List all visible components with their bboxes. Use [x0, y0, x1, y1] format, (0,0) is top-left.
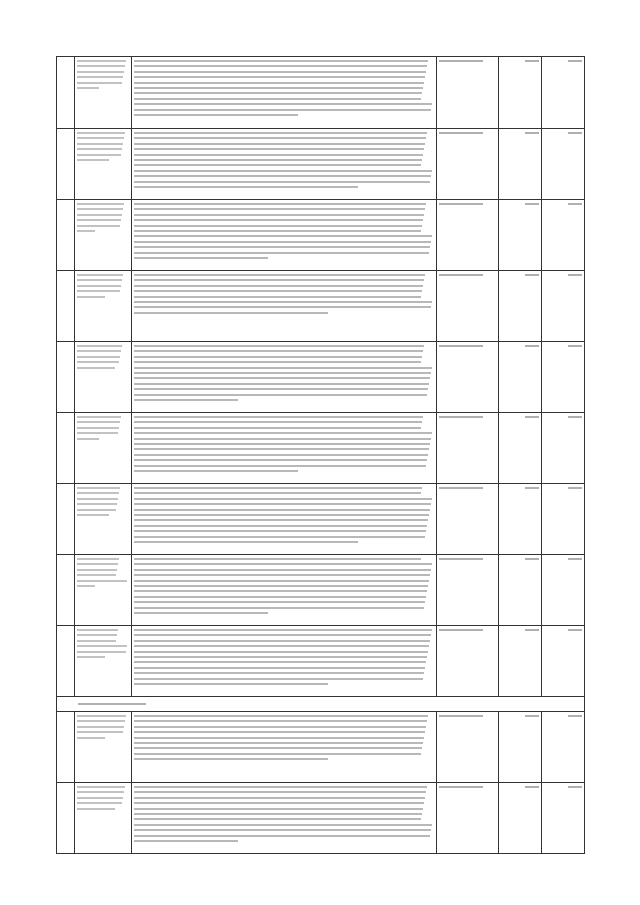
cost-value-mark — [439, 715, 483, 717]
works-description-lines — [134, 273, 434, 314]
build-year-cell — [542, 626, 585, 696]
table-row — [57, 413, 585, 484]
build-year-mark — [568, 715, 582, 717]
address-lines — [77, 785, 129, 810]
works-description-cell — [132, 712, 437, 782]
address-lines — [77, 415, 129, 440]
cost-cell — [437, 342, 499, 412]
address-cell — [75, 413, 132, 483]
settlement-section-row — [57, 697, 585, 712]
capital-repair-table — [56, 56, 585, 854]
address-lines — [77, 557, 129, 587]
build-year-mark — [568, 558, 582, 560]
cost-value-mark — [439, 203, 483, 205]
table-row — [57, 271, 585, 342]
address-lines — [77, 714, 129, 739]
cost-cell — [437, 271, 499, 341]
table-row — [57, 57, 585, 129]
row-number-cell — [57, 555, 75, 625]
works-description-cell — [132, 57, 437, 128]
address-lines — [77, 486, 129, 516]
works-description-lines — [134, 59, 434, 116]
planned-year-mark — [525, 715, 539, 717]
row-number-cell — [57, 271, 75, 341]
cost-value-mark — [439, 629, 483, 631]
table-row — [57, 555, 585, 626]
planned-year-cell — [499, 200, 542, 270]
build-year-cell — [542, 57, 585, 128]
works-description-lines — [134, 202, 434, 259]
planned-year-cell — [499, 271, 542, 341]
row-number-cell — [57, 783, 75, 853]
build-year-cell — [542, 200, 585, 270]
planned-year-cell — [499, 57, 542, 128]
address-lines — [77, 202, 129, 232]
cost-value-mark — [439, 274, 483, 276]
table-row — [57, 342, 585, 413]
planned-year-mark — [525, 558, 539, 560]
planned-year-mark — [525, 345, 539, 347]
cost-cell — [437, 712, 499, 782]
build-year-mark — [568, 274, 582, 276]
build-year-mark — [568, 786, 582, 788]
cost-cell — [437, 57, 499, 128]
row-number-cell — [57, 200, 75, 270]
address-cell — [75, 555, 132, 625]
cost-value-mark — [439, 60, 483, 62]
address-cell — [75, 129, 132, 199]
cost-cell — [437, 200, 499, 270]
address-cell — [75, 271, 132, 341]
cost-cell — [437, 626, 499, 696]
works-description-lines — [134, 785, 434, 842]
address-cell — [75, 484, 132, 554]
cost-cell — [437, 555, 499, 625]
build-year-cell — [542, 484, 585, 554]
works-description-lines — [134, 714, 434, 760]
planned-year-mark — [525, 274, 539, 276]
build-year-cell — [542, 783, 585, 853]
settlement-section-cell — [57, 697, 585, 711]
build-year-mark — [568, 132, 582, 134]
works-description-cell — [132, 271, 437, 341]
address-lines — [77, 273, 129, 298]
planned-year-cell — [499, 712, 542, 782]
cost-value-mark — [439, 786, 483, 788]
planned-year-mark — [525, 416, 539, 418]
build-year-cell — [542, 555, 585, 625]
cost-cell — [437, 484, 499, 554]
row-number-cell — [57, 57, 75, 128]
build-year-mark — [568, 416, 582, 418]
works-description-lines — [134, 131, 434, 188]
planned-year-cell — [499, 342, 542, 412]
works-description-cell — [132, 413, 437, 483]
cost-value-mark — [439, 558, 483, 560]
works-description-lines — [134, 486, 434, 543]
address-cell — [75, 783, 132, 853]
address-cell — [75, 342, 132, 412]
works-description-lines — [134, 628, 434, 685]
works-description-cell — [132, 783, 437, 853]
address-cell — [75, 626, 132, 696]
works-description-lines — [134, 415, 434, 472]
build-year-cell — [542, 712, 585, 782]
build-year-cell — [542, 342, 585, 412]
build-year-mark — [568, 203, 582, 205]
build-year-mark — [568, 629, 582, 631]
row-number-cell — [57, 484, 75, 554]
table-row — [57, 626, 585, 697]
planned-year-mark — [525, 629, 539, 631]
works-description-cell — [132, 484, 437, 554]
settlement-section-mark — [78, 703, 146, 705]
table-row — [57, 484, 585, 555]
address-lines — [77, 344, 129, 369]
table-row — [57, 200, 585, 271]
row-number-cell — [57, 626, 75, 696]
planned-year-mark — [525, 786, 539, 788]
planned-year-cell — [499, 129, 542, 199]
works-description-cell — [132, 129, 437, 199]
address-cell — [75, 57, 132, 128]
address-lines — [77, 628, 129, 658]
build-year-mark — [568, 345, 582, 347]
cost-value-mark — [439, 132, 483, 134]
table-row — [57, 712, 585, 783]
table-row — [57, 129, 585, 200]
table-row — [57, 783, 585, 854]
cost-cell — [437, 413, 499, 483]
planned-year-cell — [499, 484, 542, 554]
works-description-lines — [134, 557, 434, 614]
planned-year-mark — [525, 132, 539, 134]
address-cell — [75, 712, 132, 782]
row-number-cell — [57, 129, 75, 199]
row-number-cell — [57, 342, 75, 412]
planned-year-mark — [525, 487, 539, 489]
cost-value-mark — [439, 416, 483, 418]
row-number-cell — [57, 712, 75, 782]
works-description-cell — [132, 555, 437, 625]
address-lines — [77, 131, 129, 161]
planned-year-cell — [499, 555, 542, 625]
build-year-mark — [568, 60, 582, 62]
row-number-cell — [57, 413, 75, 483]
cost-cell — [437, 129, 499, 199]
build-year-cell — [542, 271, 585, 341]
works-description-cell — [132, 626, 437, 696]
works-description-cell — [132, 200, 437, 270]
planned-year-cell — [499, 626, 542, 696]
cost-value-mark — [439, 487, 483, 489]
works-description-cell — [132, 342, 437, 412]
cost-cell — [437, 783, 499, 853]
cost-value-mark — [439, 345, 483, 347]
address-lines — [77, 59, 129, 89]
build-year-cell — [542, 413, 585, 483]
build-year-cell — [542, 129, 585, 199]
build-year-mark — [568, 487, 582, 489]
planned-year-cell — [499, 413, 542, 483]
address-cell — [75, 200, 132, 270]
works-description-lines — [134, 344, 434, 401]
planned-year-cell — [499, 783, 542, 853]
planned-year-mark — [525, 203, 539, 205]
planned-year-mark — [525, 60, 539, 62]
